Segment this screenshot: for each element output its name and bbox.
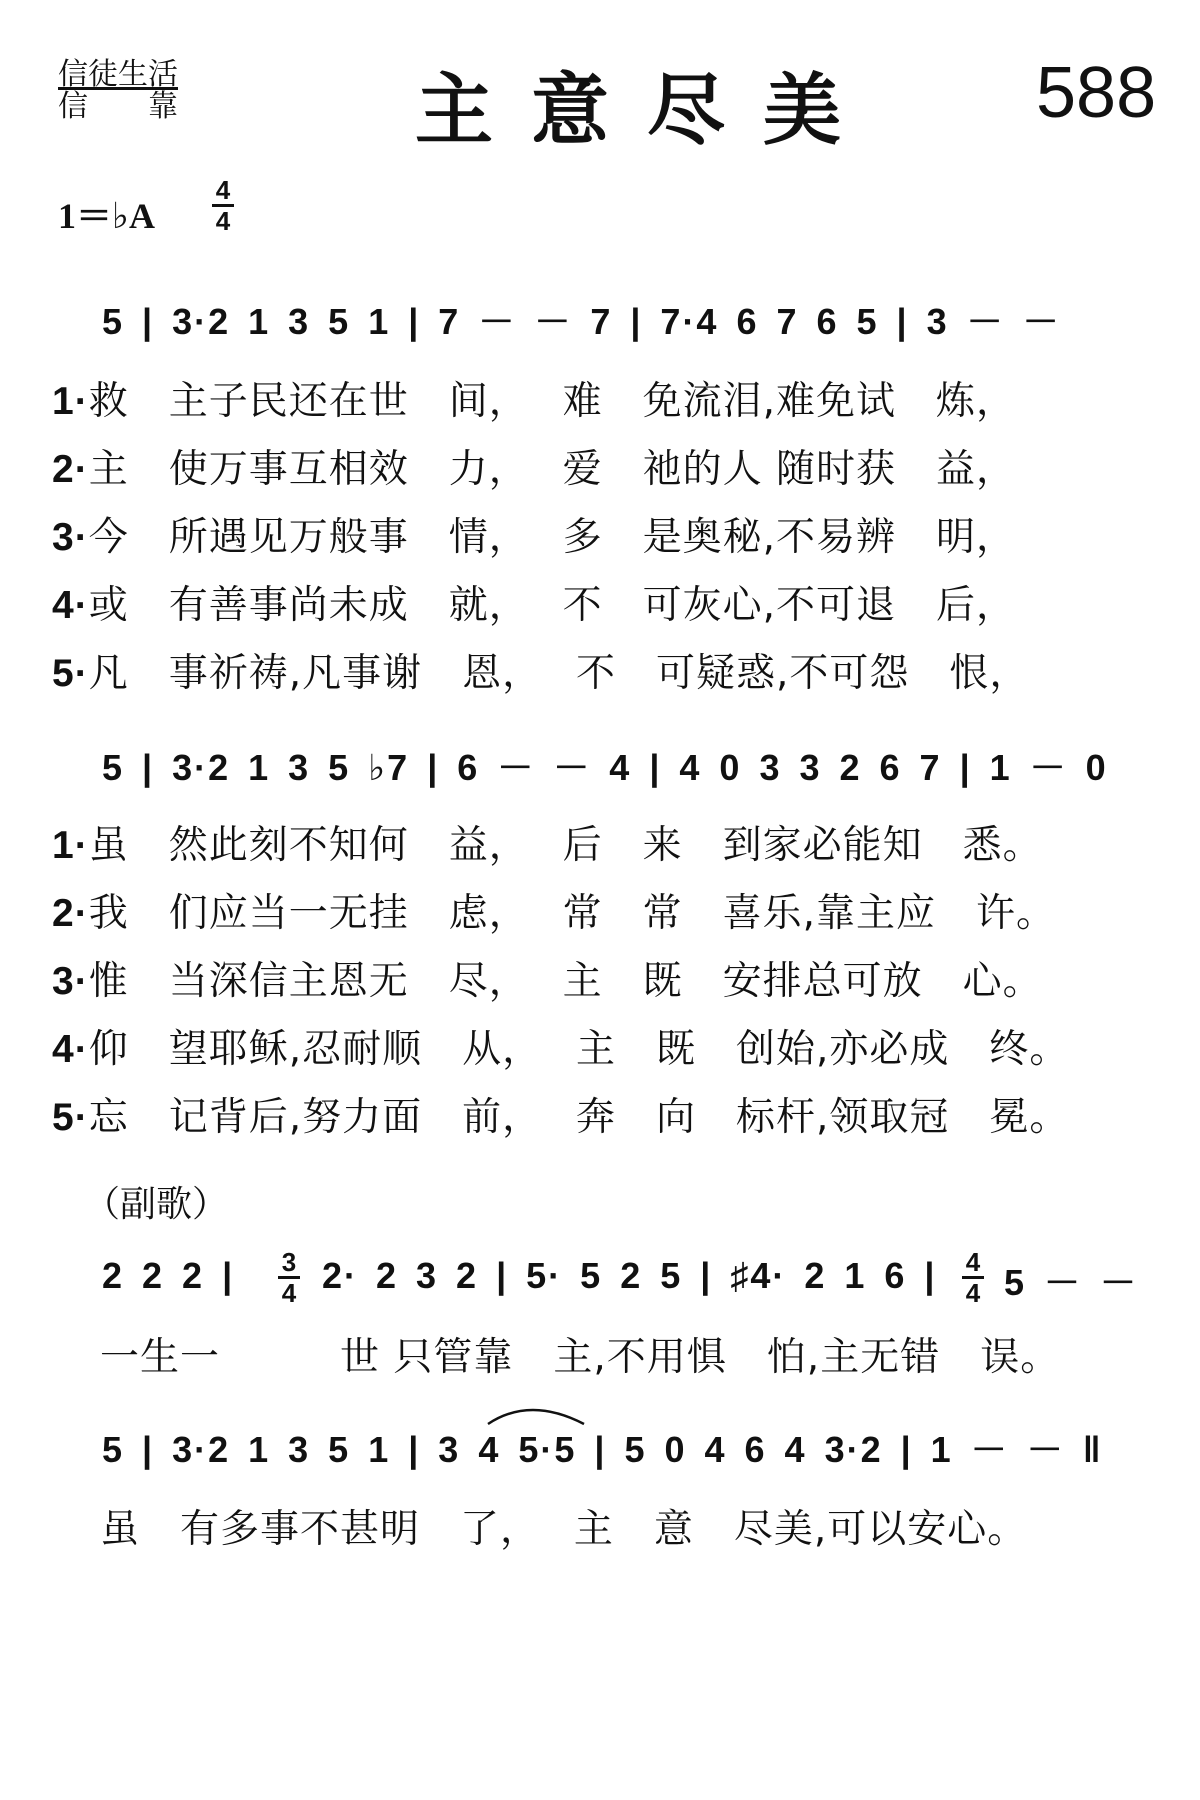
verse-number: 4· [52, 1028, 89, 1071]
verse-number: 4· [52, 584, 89, 627]
verse-number: 3· [52, 516, 89, 559]
chorus-line1-notation-middle: 2· 2 3 2 | 5· 5 2 5 | ♯4· 2 1 6 | [322, 1255, 937, 1296]
time-signature-top: 3 [281, 1247, 297, 1277]
time-signature-bottom: 4 [281, 1278, 297, 1308]
verse-lyrics: 仰 望耶稣,忍耐顺 从， 主 既 创始,亦必成 终。 [88, 1027, 1070, 1072]
verse-lyrics: 今 所遇见万般事 情， 多 是奥秘,不易辨 明， [88, 515, 1016, 560]
chorus-line1-notation-start: 2 2 2 | [102, 1255, 235, 1296]
chorus-label: （副歌） [84, 1184, 229, 1225]
tie-arc [488, 1410, 584, 1424]
section1-notation: 5 | 3·2 1 3 5 1 | 7 － － 7 | 7·4 6 7 6 5 | 3 － － [102, 301, 1061, 342]
verse-number: 1· [52, 380, 89, 423]
verse-number: 5· [52, 1096, 89, 1139]
verse-number: 2· [52, 448, 89, 491]
verse-lyrics: 我 们应当一无挂 虑， 常 常 喜乐,靠主应 许。 [88, 891, 1056, 936]
time-signature-bottom: 4 [215, 206, 231, 236]
verse-lyrics: 惟 当深信主恩无 尽， 主 既 安排总可放 心。 [88, 959, 1043, 1004]
verse-lyrics: 或 有善事尚未成 就， 不 可灰心,不可退 后， [88, 583, 1016, 628]
key-signature: 1＝♭A [58, 196, 155, 236]
verse-lyrics: 救 主子民还在世 间， 难 免流泪,难免试 炼， [88, 379, 1016, 424]
chorus-line2-notation: 5 | 3·2 1 3 5 1 | 3 4 5·5 | 5 0 4 6 4 3·2 | 1 － － ‖ [102, 1429, 1103, 1470]
category-secondary: 信 靠 [58, 89, 178, 124]
verse-number: 3· [52, 960, 89, 1003]
hymn-number: 588 [1036, 53, 1157, 133]
verse-lyrics: 凡 事祈祷,凡事谢 恩， 不 可疑惑,不可怨 恨， [88, 651, 1030, 696]
verse-lyrics: 忘 记背后,努力面 前， 奔 向 标杆,领取冠 冕。 [88, 1095, 1070, 1140]
time-signature-bottom: 4 [965, 1278, 981, 1308]
chorus-line2-lyrics: 虽 有多事不甚明 了， 主 意 尽美,可以安心。 [100, 1507, 1028, 1552]
verse-number: 2· [52, 892, 89, 935]
verse-lyrics: 主 使万事互相效 力， 爱 祂的人 随时获 益， [88, 447, 1016, 492]
time-signature-top: 4 [215, 175, 231, 205]
verse-number: 1· [52, 824, 89, 867]
chorus-line1-notation-end: 5 － － [1004, 1262, 1139, 1303]
time-signature-top: 4 [965, 1247, 981, 1277]
verse-number: 5· [52, 652, 89, 695]
verse-lyrics: 虽 然此刻不知何 益， 后 来 到家必能知 悉。 [88, 823, 1043, 868]
hymn-title: 主意尽美 [415, 65, 880, 156]
category-primary: 信徒生活 [58, 57, 178, 92]
chorus-line1-lyrics: 一生一 世 只管靠 主,不用惧 怕,主无错 误。 [100, 1335, 1061, 1380]
section2-notation: 5 | 3·2 1 3 5 ♭7 | 6 － － 4 | 4 0 3 3 2 6 7 | 1 － 0 [102, 747, 1108, 788]
